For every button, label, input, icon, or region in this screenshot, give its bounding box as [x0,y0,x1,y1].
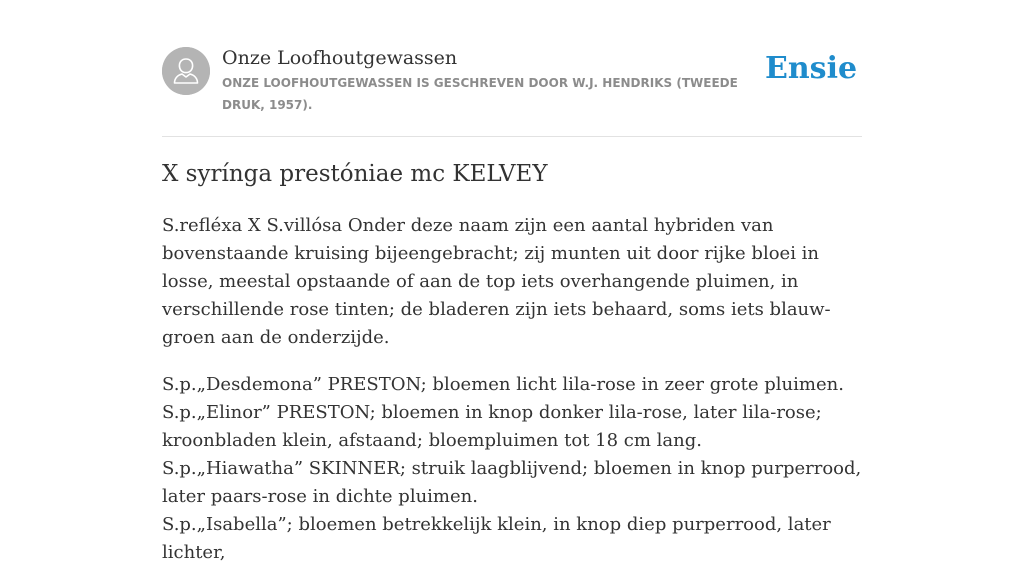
ensie-logo-link[interactable]: Ensie [765,51,858,86]
user-avatar-icon [162,47,210,95]
article-body [162,212,864,586]
book-subtitle: ONZE LOOFHOUTGEWASSEN IS GESCHREVEN DOOR W.J. HENDRIKS (TWEEDE DRUK, 1957). [222,76,738,112]
cultivar-entry: S.p.„Desdemona” PRESTON; bloemen licht lila-rose in zeer grote pluimen. [162,374,844,395]
book-title[interactable]: Onze Loofhoutgewassen [222,47,458,69]
article-title: X syrínga prestóniae mc KELVEY [162,161,548,187]
cultivar-list [162,371,864,567]
article-paragraph: S.refléxa X S.villósa Onder deze naam zijn een aantal hybriden van bovenstaande kruising bijeengebracht; zij munten uit door rijke bloei in losse, meestal opstaande of aan de top iets overhangende pluimen, in verschillende rose tinten; de bladeren zijn iets behaard, soms iets blauw-groen aan de onderzijde. [162,215,831,348]
cultivar-entry: S.p.„Elinor” PRESTON; bloemen in knop donker lila-rose, later lila-rose; kroonbladen klein, afstaand; bloempluimen tot 18 cm lang. [162,402,822,451]
book-header [162,46,862,137]
cultivar-entry: S.p.„Isabella”; bloemen betrekkelijk klein, in knop diep purperrood, later lichter, [162,514,831,563]
cultivar-entry: S.p.„Hiawatha” SKINNER; struik laagblijvend; bloemen in knop purperrood, later paars-rose in dichte pluimen. [162,458,862,507]
